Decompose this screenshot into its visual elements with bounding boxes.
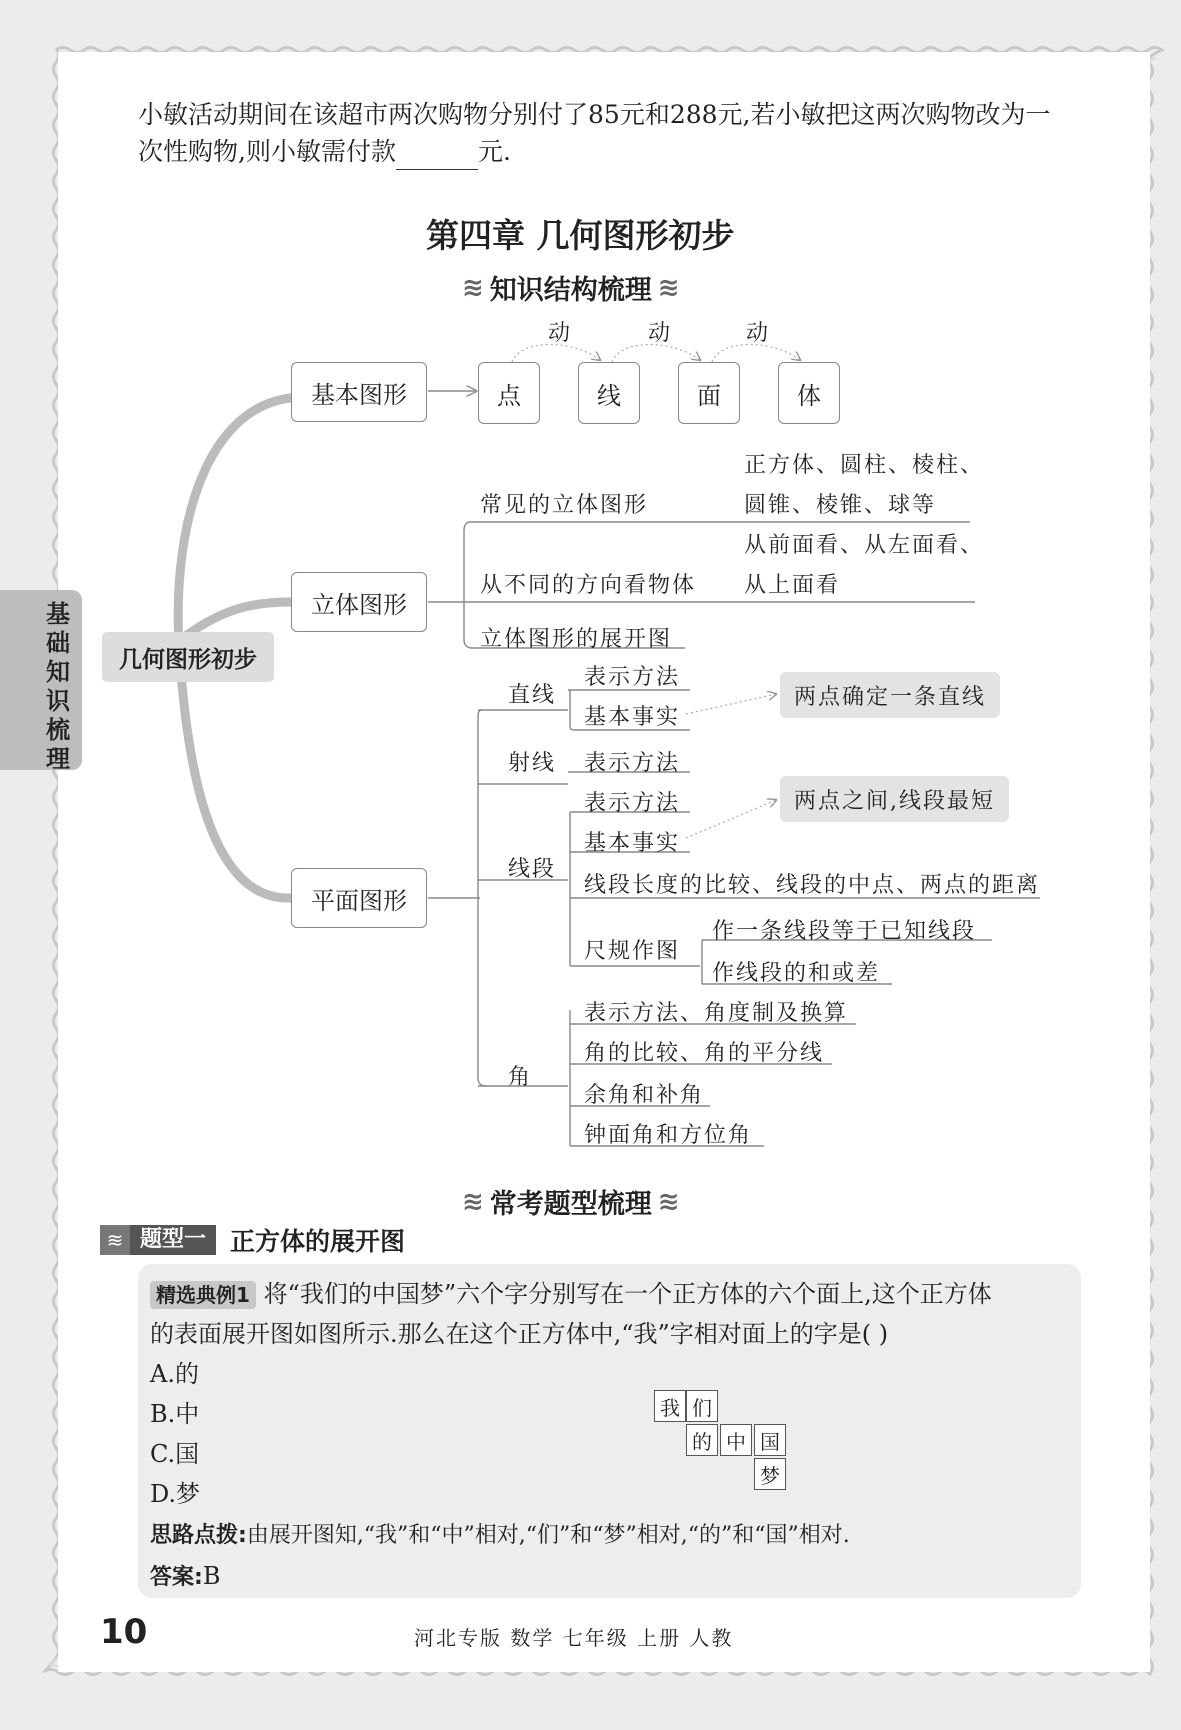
example-answer (150, 1556, 992, 1598)
section-types-heading (462, 1182, 680, 1221)
section-knowledge-title: 知识结构梳理 (489, 275, 652, 306)
footer-text: 河北专版 数学 七年级 上册 人教 (414, 1626, 734, 1650)
side-tab-char: 础 (46, 629, 70, 657)
mindmap-root: 几何图形初步 (102, 632, 274, 682)
page-number: 10 (100, 1612, 148, 1652)
example-q2: 的表面展开图如图所示.那么在这个正方体中,“我”字相对面上的字是( ) (150, 1320, 889, 1348)
solid-common: 常见的立体图形 (480, 493, 649, 518)
net-cell: 们 (686, 1390, 718, 1422)
example-question (150, 1274, 992, 1598)
construct-sum-diff: 作线段的和或差 (712, 961, 881, 986)
segment-fact: 基本事实 (584, 831, 681, 856)
construct-equal-segment: 作一条线段等于已知线段 (712, 919, 977, 944)
angle-item: 表示方法、角度制及换算 (584, 1001, 849, 1026)
side-tab-char: 基 (46, 600, 70, 628)
plane-segment: 线段 (508, 857, 557, 882)
net-cell: 国 (754, 1424, 786, 1456)
node-line: 线 (578, 362, 640, 424)
type-heading (100, 1225, 405, 1255)
node-solid-shapes: 立体图形 (291, 572, 427, 632)
chapter-title: 第四章 几何图形初步 (426, 216, 735, 255)
plane-line-notation: 表示方法 (584, 665, 681, 690)
section-types-title: 常考题型梳理 (489, 1189, 652, 1220)
intro-line-2-text: 次性购物,则小敏需付款 (138, 137, 396, 166)
solid-common-detail-2: 圆锥、棱锥、球等 (744, 493, 937, 518)
type-tag: 题型一 (130, 1225, 216, 1255)
move-label: 动 (548, 321, 573, 346)
net-cell: 中 (720, 1424, 752, 1456)
node-surface: 面 (678, 362, 740, 424)
side-tab-char: 梳 (46, 716, 70, 744)
angle-item: 钟面角和方位角 (584, 1123, 753, 1148)
wave-icon: ≋ (462, 272, 484, 303)
answer-label: 答案: (150, 1565, 203, 1590)
solid-views-detail-1: 从前面看、从左面看、 (744, 533, 985, 558)
example-q1: 将“我们的中国梦”六个字分别写在一个正方体的六个面上,这个正方体 (263, 1280, 992, 1308)
wave-icon: ≋ (462, 1186, 484, 1217)
wave-icon: ≋ (657, 1186, 680, 1217)
option-b: B.中 (150, 1400, 200, 1428)
side-tab-char: 识 (46, 687, 70, 715)
intro-line-1: 小敏活动期间在该超市两次购物分别付了85元和288元,若小敏把这两次购物改为一 (138, 100, 1051, 129)
example-question-line-1 (150, 1274, 992, 1314)
solid-views: 从不同的方向看物体 (480, 573, 697, 598)
node-basic-shapes: 基本图形 (291, 362, 427, 422)
plane-ray-notation: 表示方法 (584, 751, 681, 776)
solid-nets: 立体图形的展开图 (480, 627, 673, 652)
plane-ray: 射线 (508, 751, 557, 776)
plane-angle: 角 (508, 1065, 533, 1090)
plane-line: 直线 (508, 683, 557, 708)
net-cell: 的 (686, 1424, 718, 1456)
type-title: 正方体的展开图 (230, 1227, 406, 1256)
node-solid: 体 (778, 362, 840, 424)
answer-text: B (202, 1562, 221, 1590)
hint-label: 思路点拨: (150, 1523, 247, 1548)
net-cell: 梦 (754, 1458, 786, 1490)
fact-two-points-line: 两点确定一条直线 (780, 672, 1000, 718)
fact-shortest-segment: 两点之间,线段最短 (780, 776, 1009, 822)
solid-common-detail-1: 正方体、圆柱、棱柱、 (744, 453, 985, 478)
move-label: 动 (648, 321, 673, 346)
example-tag: 精选典例1 (150, 1281, 256, 1309)
node-plane-shapes: 平面图形 (291, 868, 427, 928)
intro-line-2-end: 元. (477, 137, 511, 166)
segment-notation: 表示方法 (584, 791, 681, 816)
angle-item: 余角和补角 (584, 1083, 705, 1108)
option-c: C.国 (150, 1440, 200, 1468)
hint-text: 由展开图知,“我”和“中”相对,“们”和“梦”相对,“的”和“国”相对. (246, 1523, 850, 1548)
option-d: D.梦 (150, 1480, 201, 1508)
side-tab-char: 理 (46, 745, 70, 773)
wave-icon: ≋ (100, 1225, 130, 1255)
move-label: 动 (746, 321, 771, 346)
solid-views-detail-2: 从上面看 (744, 573, 841, 598)
segment-compare: 线段长度的比较、线段的中点、两点的距离 (584, 873, 1041, 898)
side-tab-char: 知 (46, 658, 70, 686)
angle-item: 角的比较、角的平分线 (584, 1041, 825, 1066)
node-point: 点 (478, 362, 540, 424)
example-hint (150, 1514, 992, 1556)
segment-construction: 尺规作图 (584, 939, 681, 964)
wave-icon: ≋ (657, 272, 680, 303)
option-a: A.的 (150, 1360, 199, 1388)
plane-line-fact: 基本事实 (584, 705, 681, 730)
net-cell: 我 (654, 1390, 686, 1422)
